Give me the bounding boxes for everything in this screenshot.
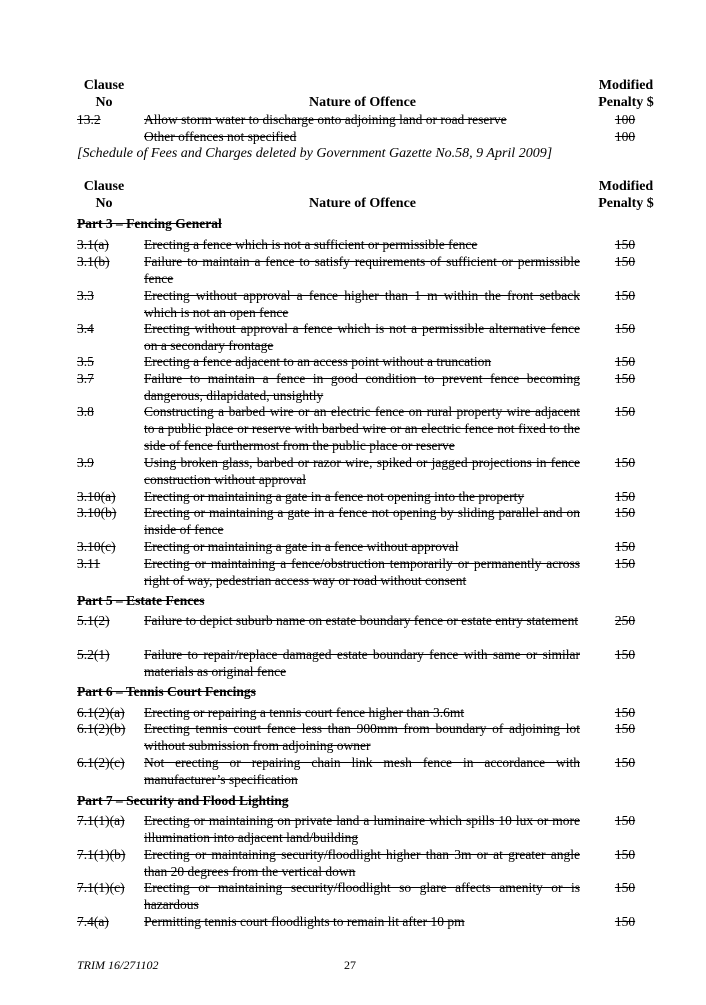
header-nature-1: Nature of Offence	[308, 95, 417, 110]
penalty-value: 150	[614, 914, 636, 929]
clause-no: 13.2	[77, 112, 101, 127]
clause-no: 3.7	[77, 371, 94, 386]
penalty-value: 150	[614, 354, 636, 369]
offence-description: Erecting a fence adjacent to an access point without a truncation	[144, 354, 492, 369]
penalty-value: 100	[614, 112, 636, 127]
offence-description: Erecting or repairing a tennis court fence higher than 3.6mt	[144, 705, 465, 720]
clause-no: 3.11	[77, 556, 101, 571]
penalty-value: 150	[614, 288, 636, 303]
offence-description: Erecting or maintaining on private land a luminaire which spills 10 lux or more illumination into adjacent land/building	[144, 813, 580, 845]
penalty-value: 150	[614, 813, 636, 828]
penalty-value: 150	[614, 705, 636, 720]
offence-description: Failure to maintain a fence in good condition to prevent fence becoming dangerous, dilapidated, unsightly	[144, 371, 580, 403]
penalty-value: 150	[614, 237, 636, 252]
penalty-value: 150	[614, 847, 636, 862]
header-penalty-text: Modified Penalty $	[598, 78, 654, 110]
offence-description: Failure to depict suburb name on estate boundary fence or estate entry statement	[144, 613, 579, 628]
penalty-value: 150	[614, 371, 636, 386]
clause-no: 7.1(1)(c)	[77, 880, 125, 895]
offence-description: Constructing a barbed wire or an electric fence on rural property wire adjacent to a public place or reserve with barbed wire or an electric fence not fixed to the side of fence furthermost from the public place or reserve	[144, 404, 580, 453]
clause-no: 7.1(1)(a)	[77, 813, 125, 828]
header-clause-1	[76, 77, 132, 111]
penalty-value: 150	[614, 539, 636, 554]
clause-no: 3.4	[77, 321, 94, 336]
clause-no: 3.10(b)	[77, 505, 117, 520]
offence-description: Failure to maintain a fence to satisfy requirements of sufficient or permissible fence	[144, 254, 580, 286]
offence-description: Permitting tennis court floodlights to remain lit after 10 pm	[144, 914, 465, 929]
clause-no: 7.4(a)	[77, 914, 109, 929]
offence-description: Erecting or maintaining security/floodlight so glare affects amenity or is hazardous	[144, 880, 580, 912]
header-clause-text: Clause No	[83, 78, 125, 110]
offence-description: Failure to repair/replace damaged estate boundary fence with same or similar materials as original fence	[144, 647, 580, 679]
page-number: 27	[344, 958, 356, 972]
offence-description: Erecting without approval a fence which is not a permissible alternative fence on a secondary frontage	[144, 321, 580, 353]
part-heading: Part 6 – Tennis Court Fencings	[77, 684, 256, 699]
penalty-value: 150	[614, 755, 636, 770]
clause-no: 6.1(2)(b)	[77, 721, 126, 736]
part-heading: Part 3 – Fencing General	[77, 216, 222, 231]
penalty-value: 150	[614, 556, 636, 571]
penalty-value: 150	[614, 505, 636, 520]
clause-no: 3.5	[77, 354, 94, 369]
trim-reference: TRIM 16/271102	[77, 958, 159, 972]
clause-no: 3.8	[77, 404, 94, 419]
clause-no: 3.1(a)	[77, 237, 109, 252]
offence-description: Erecting a fence which is not a sufficient or permissible fence	[144, 237, 478, 252]
clause-no: 6.1(2)(a)	[77, 705, 125, 720]
penalty-value: 150	[614, 254, 636, 269]
penalty-value: 150	[614, 647, 636, 662]
clause-no: 5.1(2)	[77, 613, 110, 628]
clause-no: 3.3	[77, 288, 94, 303]
clause-no: 3.1(b)	[77, 254, 110, 269]
penalty-value: 150	[614, 404, 636, 419]
header-penalty-2	[588, 178, 664, 212]
part-heading: Part 5 – Estate Fences	[77, 593, 205, 608]
header-nature-2: Nature of Offence	[308, 196, 417, 211]
penalty-value: 150	[614, 489, 636, 504]
penalty-value: 250	[614, 613, 636, 628]
clause-no: 3.9	[77, 455, 94, 470]
offence-description: Not erecting or repairing chain link mesh fence in accordance with manufacturer’s specification	[144, 755, 580, 787]
clause-no: 3.10(a)	[77, 489, 116, 504]
offence-description: Erecting or maintaining a gate in a fence not opening into the property	[144, 489, 525, 504]
offence-description: Erecting or maintaining a gate in a fence without approval	[144, 539, 459, 554]
offence-description: Other offences not specified	[144, 129, 297, 144]
offence-description: Erecting or maintaining a fence/obstruction temporarily or permanently across right of way, pedestrian access way or road without consent	[144, 556, 580, 588]
header-clause-2	[76, 178, 132, 212]
clause-no: 6.1(2)(c)	[77, 755, 125, 770]
offence-description: Erecting or maintaining a gate in a fence not opening by sliding parallel and on inside of fence	[144, 505, 580, 537]
header-penalty-1	[588, 77, 664, 111]
penalty-value: 150	[614, 880, 636, 895]
offence-description: Allow storm water to discharge onto adjoining land or road reserve	[144, 112, 507, 127]
penalty-value: 150	[614, 721, 636, 736]
clause-no: 7.1(1)(b)	[77, 847, 126, 862]
offence-description: Using broken glass, barbed or razor wire, spiked or jagged projections in fence construction without approval	[144, 455, 580, 487]
header-penalty-text: Modified Penalty $	[598, 179, 654, 211]
offence-description: Erecting without approval a fence higher than 1 m within the front setback which is not an open fence	[144, 288, 580, 320]
offence-description: Erecting or maintaining security/floodlight higher than 3m or at greater angle than 20 degrees from the vertical down	[144, 847, 580, 879]
part-heading: Part 7 – Security and Flood Lighting	[77, 793, 289, 808]
penalty-value: 100	[614, 129, 636, 144]
penalty-value: 150	[614, 321, 636, 336]
clause-no: 5.2(1)	[77, 647, 110, 662]
offence-description: Erecting tennis court fence less than 900mm from boundary of adjoining lot without submission from adjoining owner	[144, 721, 580, 753]
header-clause-text: Clause No	[83, 179, 125, 211]
penalty-value: 150	[614, 455, 636, 470]
clause-no: 3.10(c)	[77, 539, 116, 554]
deletion-note: [Schedule of Fees and Charges deleted by Government Gazette No.58, 9 April 2009]	[77, 146, 553, 161]
